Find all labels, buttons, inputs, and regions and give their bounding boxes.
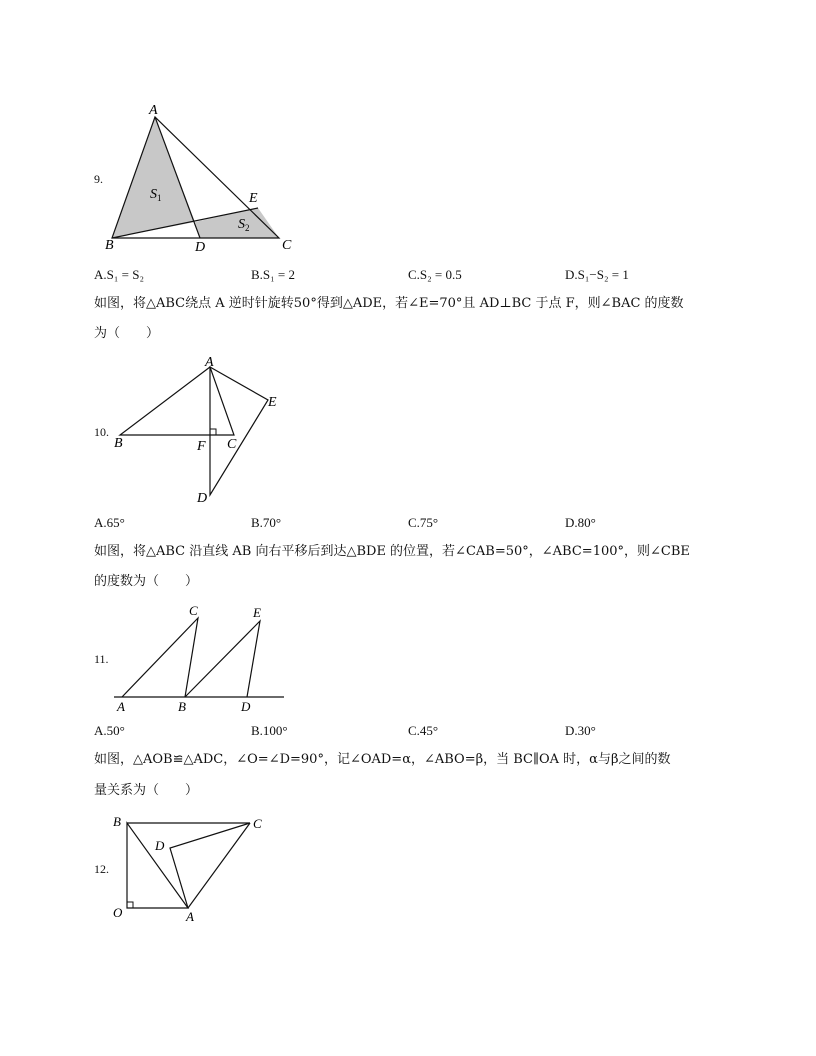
q10-label-b: B bbox=[114, 436, 123, 451]
q10-label-a: A bbox=[205, 355, 214, 370]
q10-figure bbox=[108, 352, 298, 512]
q10-stem-line2: 为（ ） bbox=[94, 326, 160, 341]
q9-number: 9. bbox=[94, 172, 103, 186]
q11-stem-line1: 如图，将△ABC 沿直线 AB 向右平移后到达△BDE 的位置，若∠CAB=50°，∠ABC=100°，则∠CBE bbox=[94, 544, 690, 559]
q11-number: 11. bbox=[94, 652, 109, 666]
q9-option-b: B.S₁ = 2 bbox=[251, 267, 296, 282]
q11-label-b: B bbox=[178, 699, 186, 714]
q10-label-e: E bbox=[268, 395, 277, 410]
q12-triangle-adc bbox=[170, 823, 250, 908]
q11-option-a: A.50° bbox=[94, 723, 125, 738]
q11-label-e: E bbox=[253, 605, 261, 620]
q11-option-b: B.100° bbox=[251, 723, 288, 738]
q12-stem-line1: 如图，△AOB≌△ADC，∠O=∠D=90°，记∠OAD=α，∠ABO=β，当 BC∥OA 时，α与β之间的数 bbox=[94, 752, 671, 767]
q9-option-c: C.S₂ = 0.5 bbox=[408, 267, 462, 282]
q10-triangle-abc bbox=[120, 367, 234, 435]
q12-label-c: C bbox=[253, 816, 262, 831]
q11-option-c: C.45° bbox=[408, 723, 439, 738]
q9-label-s1: $S_1$ bbox=[150, 187, 162, 203]
q11-label-c: C bbox=[189, 603, 198, 618]
q12-label-a: A bbox=[186, 909, 194, 924]
q9-label-e: E bbox=[249, 191, 258, 206]
q10-label-c: C bbox=[227, 437, 237, 452]
q12-label-b: B bbox=[113, 814, 121, 829]
q11-stem-line2: 的度数为（ ） bbox=[94, 574, 199, 589]
q10-option-b: B.70° bbox=[251, 515, 282, 530]
q10-triangle-ade bbox=[210, 367, 268, 495]
q9-label-b: B bbox=[105, 238, 114, 253]
q12-label-d: D bbox=[155, 838, 165, 853]
q12-segment-ac bbox=[188, 823, 250, 908]
q12-number: 12. bbox=[94, 862, 109, 876]
q10-option-d: D.80° bbox=[565, 515, 596, 530]
q10-option-a: A.65° bbox=[94, 515, 125, 530]
q11-label-a: A bbox=[117, 699, 125, 714]
q9-option-a: A.S₁ = S₂ bbox=[94, 267, 144, 282]
q10-label-d: D bbox=[197, 491, 208, 506]
q12-figure bbox=[108, 808, 278, 930]
q11-triangle-bde bbox=[185, 621, 260, 697]
q10-stem-line1: 如图，将△ABC绕点 A 逆时针旋转50°得到△ADE，若∠E=70°且 AD⊥BC 于点 F，则∠BAC 的度数 bbox=[94, 296, 684, 311]
q9-label-a: A bbox=[149, 103, 158, 118]
q9-option-d: D.S₁−S₂ = 1 bbox=[565, 267, 629, 282]
q11-figure bbox=[108, 600, 298, 718]
q12-triangle-aob bbox=[127, 823, 188, 908]
q10-option-c: C.75° bbox=[408, 515, 439, 530]
q9-label-c: C bbox=[282, 238, 292, 253]
q9-label-s2: $S_2$ bbox=[238, 217, 250, 233]
q12-stem-line2: 量关系为（ ） bbox=[94, 783, 199, 798]
q11-label-d: D bbox=[241, 699, 251, 714]
q10-number: 10. bbox=[94, 425, 109, 439]
q9-region-s1 bbox=[112, 117, 195, 238]
q12-right-angle-mark bbox=[127, 902, 133, 908]
q11-triangle-abc bbox=[122, 618, 198, 697]
q9-figure bbox=[100, 98, 310, 258]
q10-right-angle-mark bbox=[210, 429, 216, 435]
q12-label-o: O bbox=[113, 905, 123, 920]
q9-label-d: D bbox=[195, 240, 206, 255]
q11-option-d: D.30° bbox=[565, 723, 596, 738]
q10-label-f: F bbox=[197, 439, 206, 454]
